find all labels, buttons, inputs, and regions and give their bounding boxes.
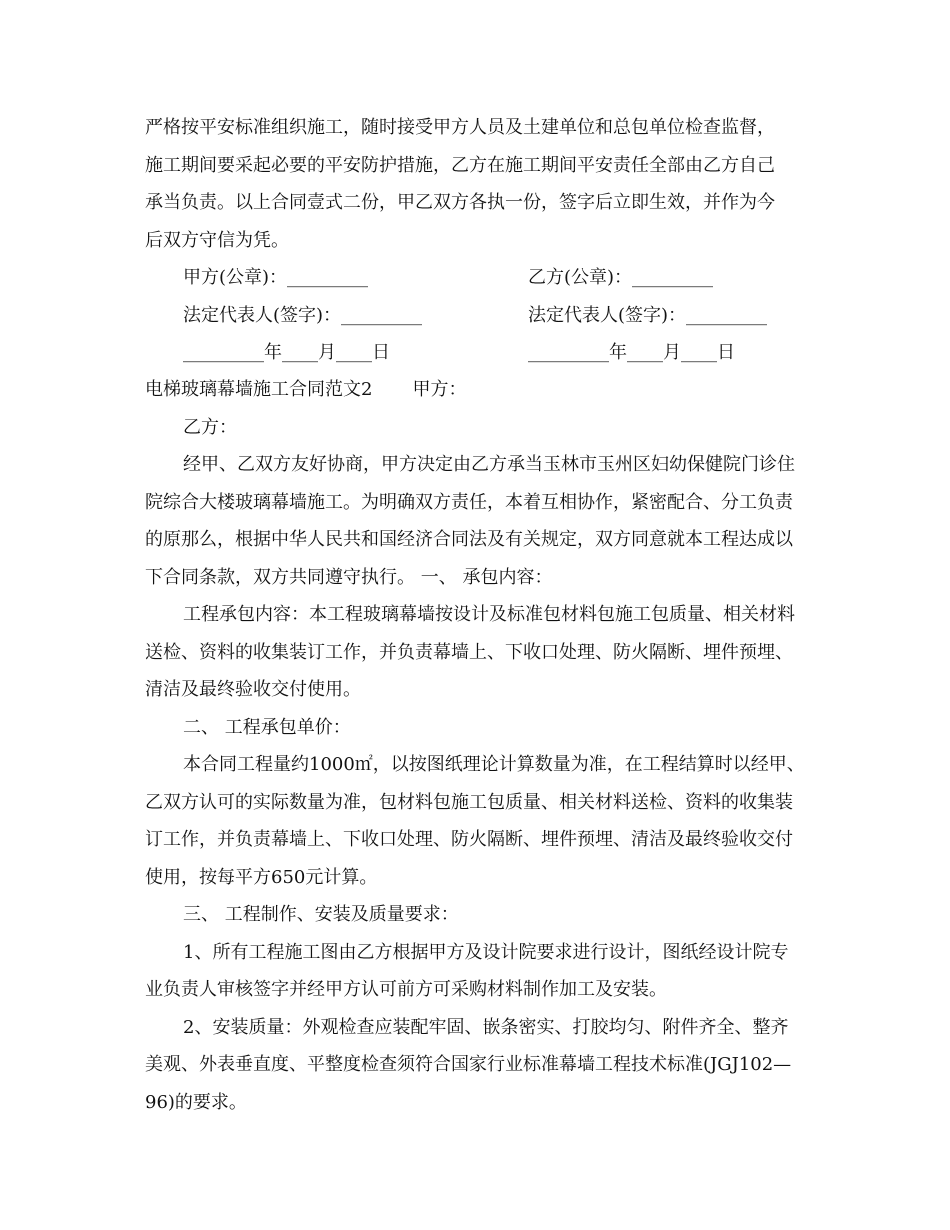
contract1-closing-paragraph	[145, 109, 805, 259]
scope-paragraph: 工程承包内容：本工程玻璃幕墙按设计及标准包材料包施工包质量、相关材料送检、资料的收集装订工作，并负责幕墙上、下收口处理、防火隔断、埋件预埋、清洁及最终验收交付使用。	[145, 604, 795, 700]
contract2-heading-row	[145, 371, 805, 409]
text-line: 严格按平安标准组织施工，随时接受甲方人员及土建单位和总包单位检查监督，	[145, 117, 775, 138]
party-b-representative-field: 法定代表人(签字)：_________	[528, 304, 768, 326]
price-paragraph: 本合同工程量约1000㎡，以按图纸理论计算数量为准，在工程结算时以经甲、乙双方认可的实际数量为准，包材料包施工包质量、相关材料送检、资料的收集装订工作，并负责幕墙上、下收口处理、防火隔断、埋件预埋、清洁及最终验收交付使用，按每平方650元计算。	[145, 754, 805, 888]
section-2-title: 二、 工程承包单价：	[183, 716, 351, 738]
intro-paragraph: 经甲、乙双方友好协商，甲方决定由乙方承当玉林市玉州区妇幼保健院门诊住院综合大楼玻璃幕墙施工。为明确双方责任，本着互相协作，紧密配合、分工负责的原那么，根据中华人民共和国经济合同法及有关规定，双方同意就本工程达成以下合同条款，双方共同遵守执行。 一、 承包内容：	[145, 454, 795, 588]
text-line: 承当负责。以上合同壹式二份，甲乙双方各执一份，签字后立即生效，并作为今	[145, 192, 775, 213]
item-1-paragraph: 1、所有工程施工图由乙方根据甲方及设计院要求进行设计，图纸经设计院专业负责人审核签字并经甲方认可前方可采购材料制作加工及安装。	[145, 941, 789, 1000]
section-3-title: 三、 工程制作、安装及质量要求：	[183, 904, 459, 925]
item-2-paragraph: 2、安装质量：外观检查应装配牢固、嵌条密实、打胶均匀、附件齐全、整齐美观、外表垂直度、平整度检查须符合国家行业标准幕墙工程技术标准(JGJ102—96)的要求。	[145, 1016, 792, 1113]
party-b-seal-field: 乙方(公章)：_________	[528, 267, 714, 288]
party-b-label: 乙方：	[183, 416, 237, 438]
contract2-body	[145, 371, 805, 1121]
text-line: 后双方守信为凭。	[145, 229, 289, 251]
seal-row	[145, 259, 805, 297]
party-a-label: 甲方：	[412, 379, 467, 400]
contract2-title: 电梯玻璃幕墙施工合同范文2	[145, 379, 373, 400]
party-a-representative-field: 法定代表人(签字)：_________	[183, 304, 423, 326]
party-a-seal-field: 甲方(公章)：_________	[183, 267, 369, 288]
text-line: 施工期间要采起必要的平安防护措施，乙方在施工期间平安责任全部由乙方自己	[145, 154, 775, 176]
party-b-date-field: _________年____月____日	[528, 342, 735, 363]
representative-row	[145, 297, 805, 335]
party-a-date-field: _________年____月____日	[183, 342, 390, 363]
date-row	[145, 334, 805, 372]
signature-block	[145, 259, 805, 372]
